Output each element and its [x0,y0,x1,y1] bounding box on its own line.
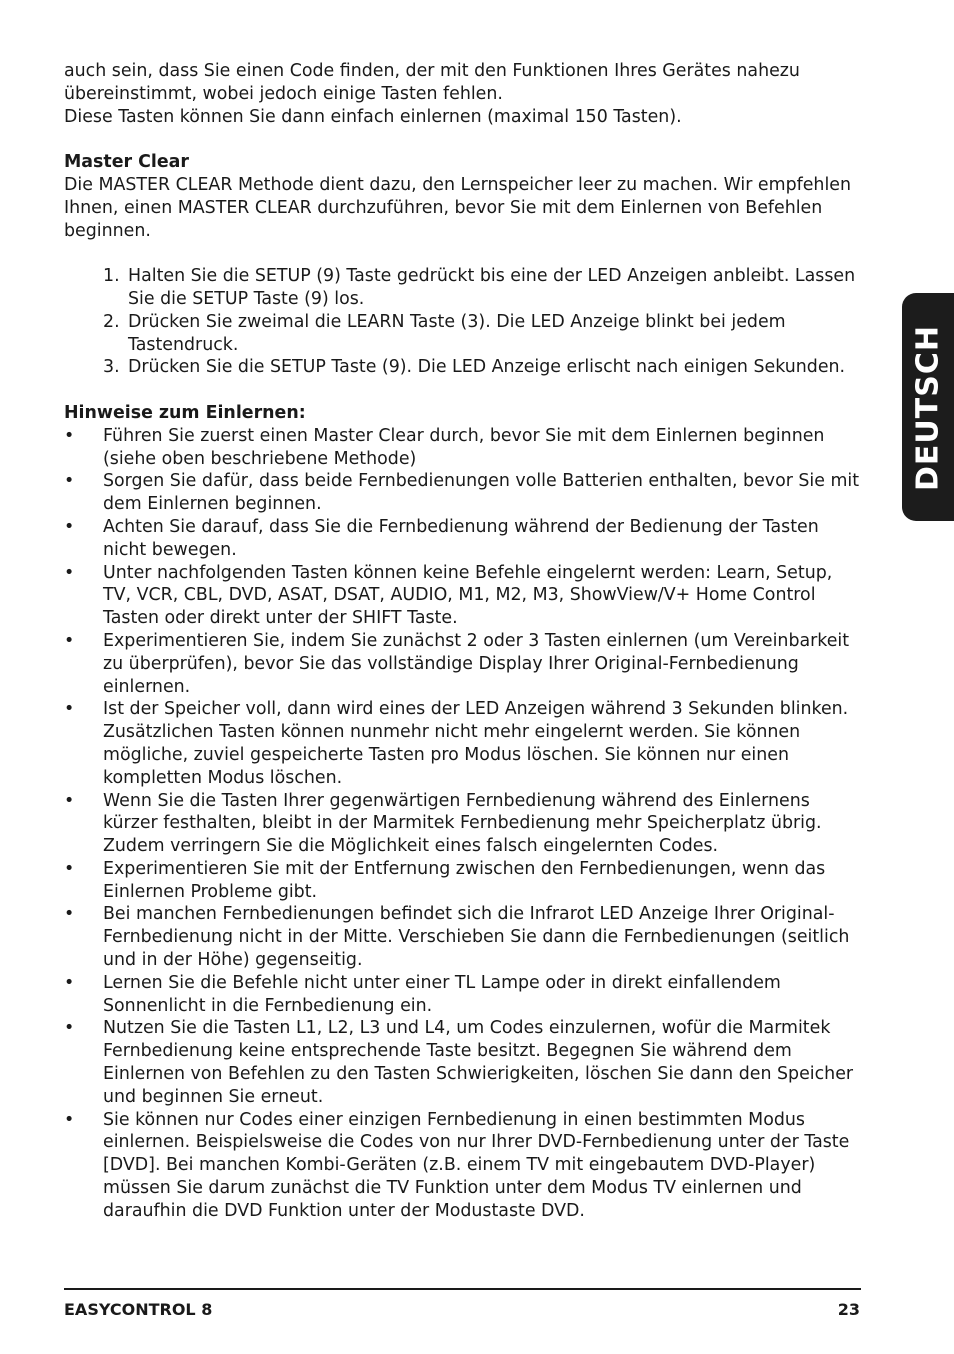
section-heading-hints: Hinweise zum Einlernen: [64,402,306,423]
section-heading-master-clear: Master Clear [64,152,189,173]
list-item [64,903,864,971]
list-item-text: Führen Sie zuerst einen Master Clear durch, bevor Sie mit dem Einlernen beginnen (siehe oben beschriebene Methode) [103,425,825,469]
list-item [64,425,864,471]
language-tab-label: DEUTSCH [910,325,946,491]
list-item-text: Experimentieren Sie mit der Entfernung zwischen den Fernbedienungen, wenn das Einlernen Probleme gibt. [103,858,826,902]
bullet-icon: • [64,1018,75,1039]
intro-paragraph: Diese Tasten können Sie dann einfach einlernen (maximal 150 Tasten). [64,106,682,127]
step-text: Halten Sie die SETUP (9) Taste gedrückt bis eine der LED Anzeigen anbleibt. Lassen Sie die SETUP Taste (9) los. [128,266,856,309]
page-number: 23 [837,1300,860,1319]
step-item [64,311,864,357]
bullet-icon: • [64,972,75,993]
list-item [64,1017,864,1108]
intro-paragraph: auch sein, dass Sie einen Code finden, der mit den Funktionen Ihres Gerätes nahezu übereinstimmt, wobei jedoch einige Tasten fehlen. [64,61,800,104]
master-clear-steps [64,265,864,379]
list-item-text: Sie können nur Codes einer einzigen Fernbedienung in einen bestimmten Modus einlernen. Beispielsweise die Codes von nur Ihrer DVD-Fernbedienung unter der Taste [DVD]. Bei manchen Kombi-Geräten (z.B. einem TV mit eingebautem DVD-Player) müssen Sie darum zunächst die TV Funktion unter dem Modus TV einlernen und daraufhin die DVD Funktion unter der Modustaste DVD. [103,1109,850,1221]
list-item [64,790,864,858]
list-item-text: Nutzen Sie die Tasten L1, L2, L3 und L4, um Codes einzulernen, wofür die Marmitek Fernbedienung keine entsprechende Taste besitzt. Begegnen Sie während dem Einlernen von Befehlen zu den Tasten Schwierigkeiten, löschen Sie dann den Speicher und beginnen Sie erneut. [103,1018,854,1107]
list-item-text: Ist der Speicher voll, dann wird eines der LED Anzeigen während 3 Sekunden blinken. Zusätzlichen Tasten können nunmehr nicht mehr eingelernt werden. Sie können mögliche, zuviel gespeicherte Tasten pro Modus löschen. Sie können nur einen kompletten Modus löschen. [103,699,849,788]
footer-product-name: EASYCONTROL 8 [64,1300,213,1319]
bullet-icon: • [64,425,75,446]
bullet-icon: • [64,699,75,720]
bullet-icon: • [64,904,75,925]
list-item-text: Experimentieren Sie, indem Sie zunächst 2 oder 3 Tasten einlernen (um Vereinbarkeit zu überprüfen), bevor Sie das vollständige Display Ihrer Original-Fernbedienung einlernen. [103,630,850,697]
list-item-text: Unter nachfolgenden Tasten können keine Befehle eingelernt werden: Learn, Setup, TV, VCR, CBL, DVD, ASAT, DSAT, AUDIO, M1, M2, M3, ShowView/V+ Home Control Tasten oder direkt unter der SHIFT Taste. [103,562,833,629]
bullet-icon: • [64,516,75,537]
hints-list [64,425,864,1223]
bullet-icon: • [64,562,75,583]
spacer [64,242,864,265]
bullet-icon: • [64,630,75,651]
list-item [64,562,864,630]
step-item [64,356,864,379]
step-number: 2. [103,311,120,332]
list-item [64,470,864,516]
bullet-icon: • [64,471,75,492]
list-item-text: Bei manchen Fernbedienungen befindet sich die Infrarot LED Anzeige Ihrer Original-Fernbedienung nicht in der Mitte. Verschieben Sie dann die Fernbedienungen (seitlich und in der Höhe) gegenseitig. [103,904,850,971]
list-item-text: Wenn Sie die Tasten Ihrer gegenwärtigen Fernbedienung während des Einlernens kürzer festhalten, bleibt in der Marmitek Fernbedienung mehr Speicherplatz übrig. Zudem verringern Sie die Möglichkeit eines falsch eingelernten Codes. [103,790,822,857]
footer-divider [64,1288,861,1290]
step-text: Drücken Sie zweimal die LEARN Taste (3). Die LED Anzeige blinkt bei jedem Tastendruck. [128,311,786,355]
list-item [64,972,864,1018]
step-number: 3. [103,357,120,378]
list-item [64,1109,864,1223]
bullet-icon: • [64,858,75,879]
step-text: Drücken Sie die SETUP Taste (9). Die LED Anzeige erlischt nach einigen Sekunden. [128,357,846,378]
list-item [64,630,864,698]
master-clear-paragraph: Die MASTER CLEAR Methode dient dazu, den Lernspeicher leer zu machen. Wir empfehlen Ihnen, einen MASTER CLEAR durchzuführen, bevor Sie mit dem Einlernen von Befehlen beginnen. [64,174,852,241]
step-number: 1. [103,266,120,287]
bullet-icon: • [64,790,75,811]
page-content [64,60,864,1223]
spacer [64,379,864,402]
list-item [64,858,864,904]
list-item-text: Lernen Sie die Befehle nicht unter einer TL Lampe oder in direkt einfallendem Sonnenlicht in die Fernbedienung ein. [103,972,781,1016]
step-item [64,265,864,311]
spacer [64,128,864,151]
list-item-text: Sorgen Sie dafür, dass beide Fernbedienungen volle Batterien enthalten, bevor Sie mit dem Einlernen beginnen. [103,471,860,515]
list-item [64,698,864,789]
list-item-text: Achten Sie darauf, dass Sie die Fernbedienung während der Bedienung der Tasten nicht bewegen. [103,516,819,560]
list-item [64,516,864,562]
bullet-icon: • [64,1109,75,1130]
